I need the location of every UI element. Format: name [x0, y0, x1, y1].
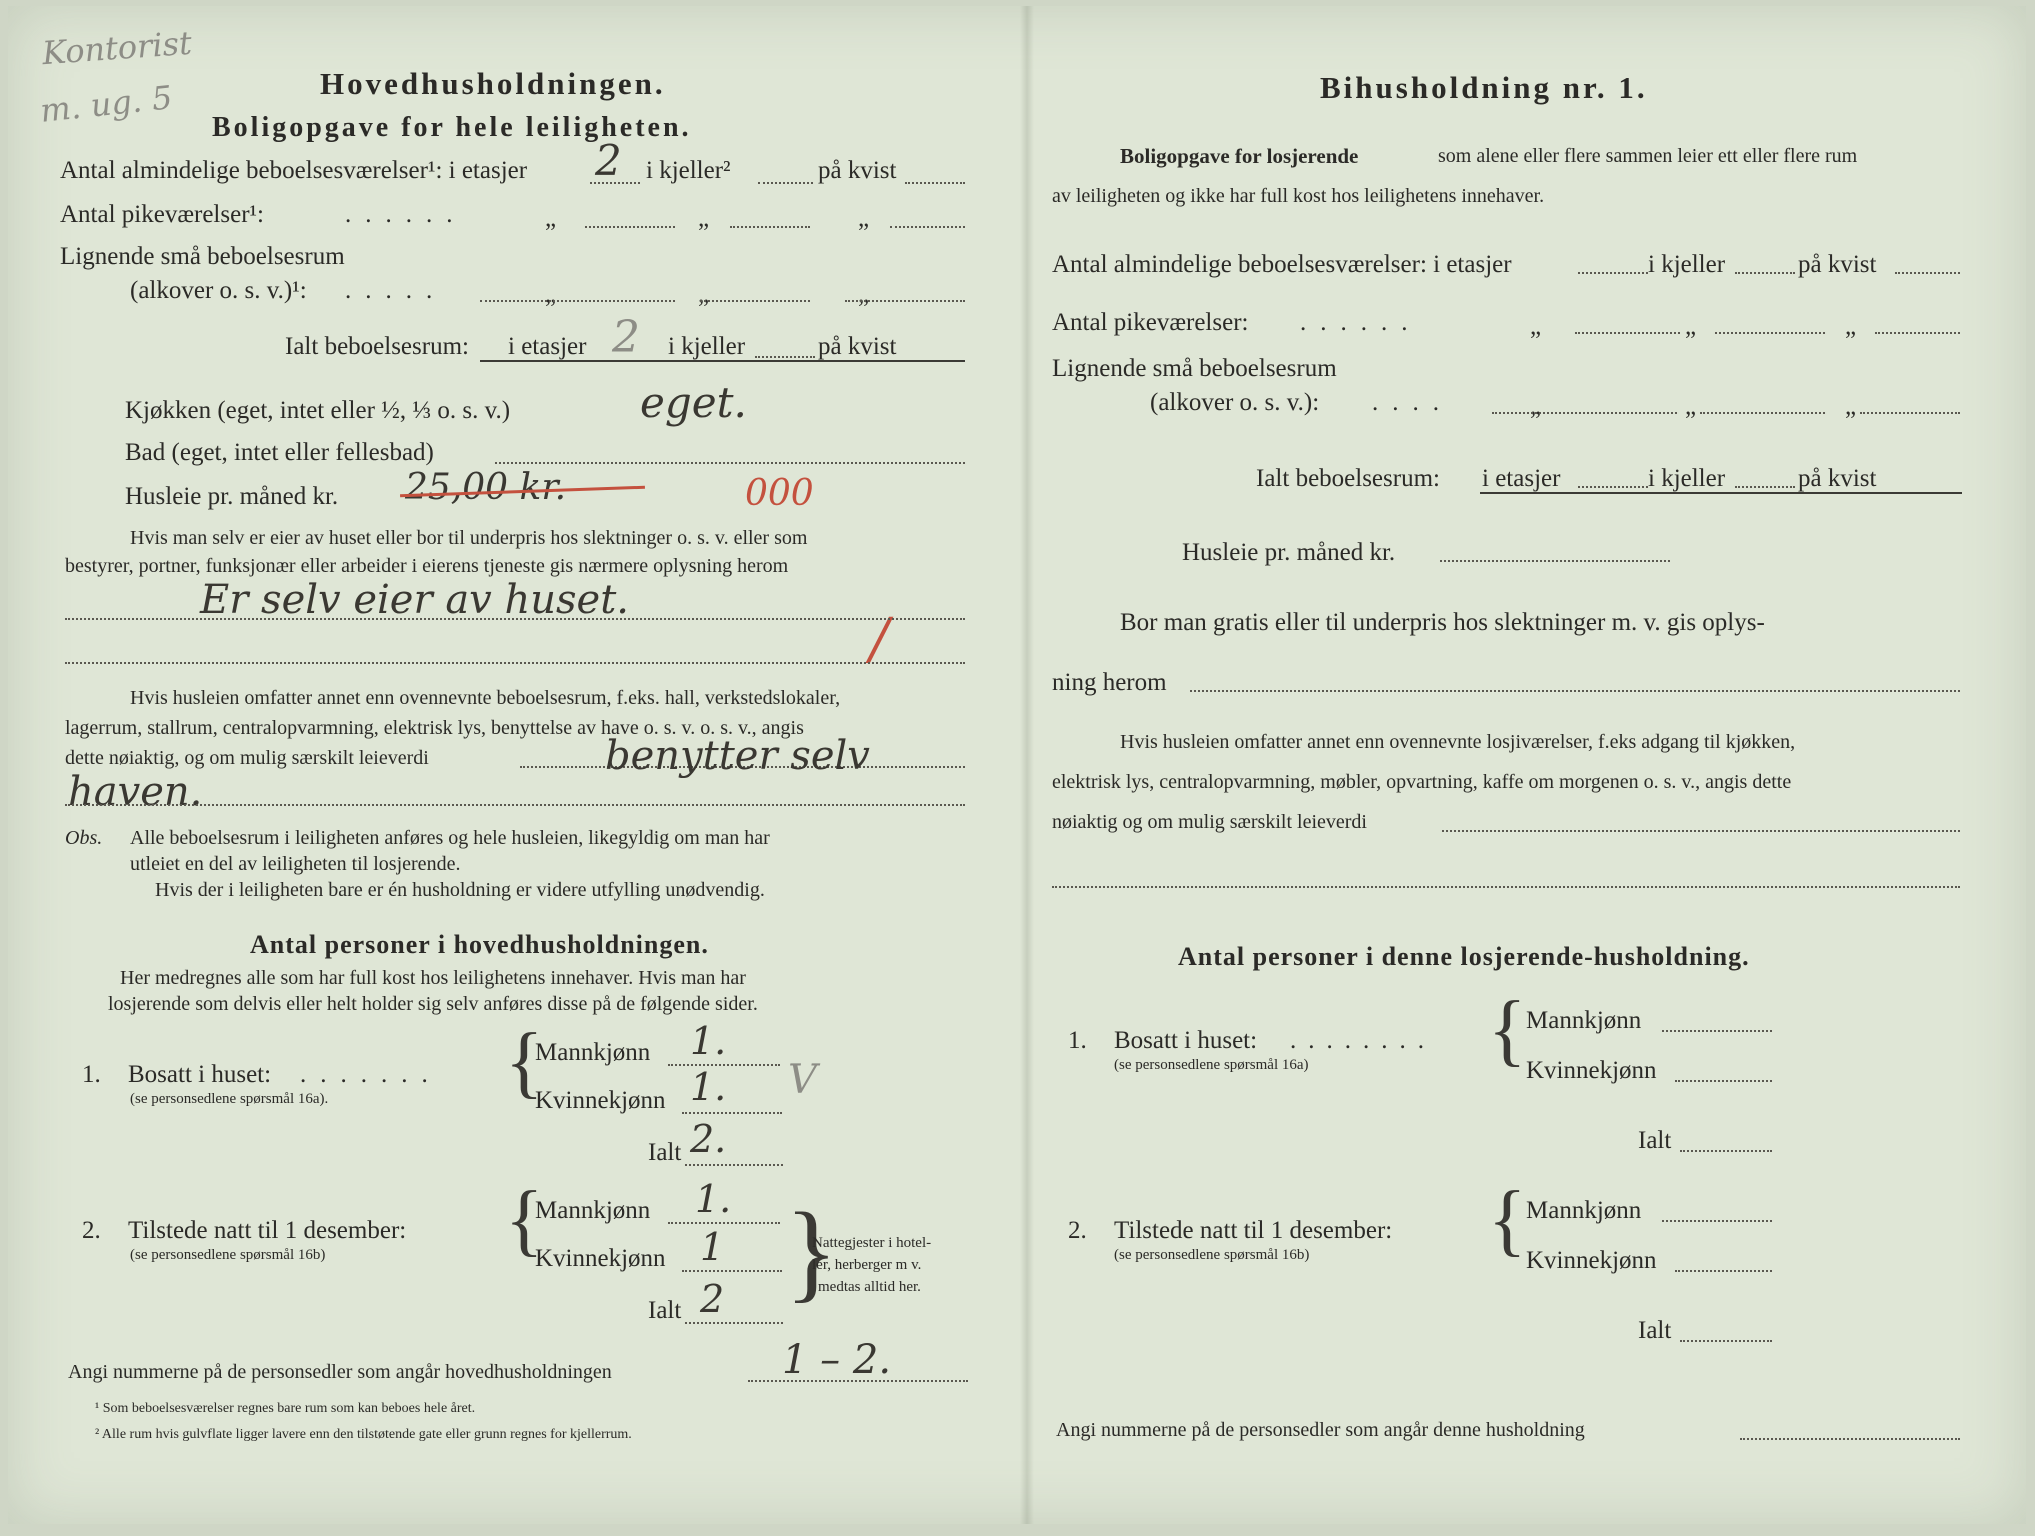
alcoves-label: (alkover o. s. v.)¹: [130, 277, 307, 304]
obs-label: Obs. [65, 827, 103, 849]
q2-number: 2. [82, 1217, 101, 1244]
right-q2-brace: { [1488, 1176, 1527, 1264]
right-free-text-1: Bor man gratis eller til underpris hos slektninger m. v. gis oplys- [1120, 609, 1765, 636]
right-q1-mann-label: Mannkjønn [1526, 1007, 1642, 1034]
pencil-note-2: m. ug. 5 [38, 78, 175, 130]
maid-kvist-line [890, 226, 965, 228]
q1-kvinne-label: Kvinnekjønn [535, 1087, 666, 1114]
alcoves-kjeller-line [700, 300, 810, 302]
small-rooms-label: Lignende små beboelsesrum [60, 243, 345, 270]
alcoves-kvist-line [845, 300, 965, 302]
right-total-label: Ialt beboelsesrum: [1256, 465, 1440, 492]
right-q2-mann-label: Mannkjønn [1526, 1197, 1642, 1224]
right-q1-brace: { [1488, 986, 1527, 1074]
extras-text-2: lagerrum, stallrum, centralopvarmning, elektrisk lys, benyttelse av have o. s. v. o. s. v., angis [65, 717, 804, 739]
q2-mann-value: 1. [695, 1177, 732, 1221]
total-kjeller-label: i kjeller [668, 333, 746, 360]
q2-mann-label: Mannkjønn [535, 1197, 651, 1224]
right-q2-ialt-line [1680, 1340, 1772, 1342]
right-q1-label: Bosatt i huset: [1114, 1027, 1258, 1054]
right-q2-ialt-label: Ialt [1638, 1317, 1672, 1344]
ditto-1: „ [545, 205, 557, 232]
q1-label: Bosatt i huset: [128, 1061, 272, 1088]
q2-mann-line [668, 1222, 780, 1224]
right-rooms-etasjer-line [1578, 272, 1648, 274]
extras-text-3: dette nøiaktig, og om mulig særskilt leieverdi [65, 747, 429, 769]
right-extras-text-1: Hvis husleien omfatter annet enn ovennevnte losjiværelser, f.eks adgang til kjøkken, [1120, 731, 1796, 753]
right-ditto-3: „ [1845, 313, 1857, 340]
q1-ialt-line [685, 1164, 783, 1166]
ditto-2: „ [698, 205, 710, 232]
q1-brace: { [505, 1018, 544, 1106]
persons-text-2: losjerende som delvis eller helt holder sig selv anføres disse på de følgende sider. [108, 993, 758, 1015]
night-guests-1: Nattegjester i hotel- [812, 1235, 932, 1251]
right-q1-number: 1. [1068, 1027, 1087, 1054]
right-q2-mann-line [1662, 1220, 1772, 1222]
q1-ialt-value: 2. [690, 1117, 727, 1161]
alcoves-etasjer-line [480, 300, 675, 302]
total-kvist-label: på kvist [818, 333, 897, 360]
rooms-kjeller-label: i kjeller² [646, 157, 731, 184]
rooms-kvist-line [905, 182, 965, 184]
right-q1-sub: (se personsedlene spørsmål 16a) [1114, 1057, 1309, 1073]
extras-value-1: benytter selv [605, 733, 870, 779]
right-q2-label: Tilstede natt til 1 desember: [1114, 1217, 1393, 1244]
owner-value: Er selv eier av huset. [200, 577, 629, 623]
page-subtitle: Boligopgave for hele leiligheten. [212, 112, 692, 143]
right-q1-ialt-line [1680, 1150, 1772, 1152]
pencil-check-mark: V [788, 1057, 817, 1103]
angi-line [748, 1380, 968, 1382]
obs-text-3: Hvis der i leiligheten bare er én husholdning er videre utfylling unødvendig. [155, 879, 765, 901]
right-extras-line-2 [1052, 886, 1960, 888]
right-total-etasjer-label: i etasjer [1482, 465, 1561, 492]
right-rooms-kvist-line [1895, 272, 1960, 274]
right-alcoves-kjeller-line [1700, 412, 1825, 414]
page-fold [1020, 6, 1034, 1524]
page-title: Hovedhusholdningen. [320, 66, 666, 101]
rent-value: 25,00 kr. [405, 467, 567, 508]
right-rooms-kjeller-line [1735, 272, 1795, 274]
right-q1-kvinne-line [1675, 1080, 1772, 1082]
rooms-kvist-label: på kvist [818, 157, 897, 184]
right-extras-text-2: elektrisk lys, centralopvarmning, møbler, opvartning, kaffe om morgenen o. s. v., angis dette [1052, 771, 1792, 793]
persons-title: Antal personer i hovedhusholdningen. [250, 930, 709, 959]
q2-ialt-label: Ialt [648, 1297, 682, 1324]
right-ditto-6: „ [1845, 393, 1857, 420]
alcoves-dots: ..... [345, 277, 447, 304]
night-guests-2: ler, herberger m v. [812, 1257, 922, 1273]
right-extras-text-3: nøiaktig og om mulig særskilt leieverdi [1052, 811, 1367, 833]
right-free-line [1190, 690, 1960, 692]
rooms-kjeller-line [758, 182, 813, 184]
maid-kjeller-line [730, 226, 810, 228]
right-total-etasjer-line [1578, 486, 1648, 488]
night-guests-3: medtas alltid her. [818, 1279, 921, 1295]
owner-line-1 [65, 618, 965, 620]
obs-text-1: Alle beboelsesrum i leiligheten anføres og hele husleien, likegyldig om man har [130, 827, 770, 849]
footnote-1: ¹ Som beboelsesværelser regnes bare rum som kan beboes hele året. [95, 1401, 476, 1416]
angi-label: Angi nummerne på de personsedler som angår hovedhusholdningen [68, 1361, 612, 1383]
right-free-text-2: ning herom [1052, 669, 1167, 696]
right-total-kjeller-line [1735, 486, 1795, 488]
q1-mann-label: Mannkjønn [535, 1039, 651, 1066]
bath-label: Bad (eget, intet eller fellesbad) [125, 439, 434, 466]
right-intro-bold: Boligopgave for losjerende [1120, 144, 1359, 168]
q1-kvinne-value: 1. [690, 1065, 727, 1109]
right-ditto-5: „ [1685, 393, 1697, 420]
right-title: Bihusholdning nr. 1. [1320, 70, 1648, 105]
total-underline [480, 360, 965, 362]
obs-text-2: utleiet en del av leiligheten til losjerende. [130, 853, 461, 875]
right-maid-etasjer-line [1575, 332, 1680, 334]
right-intro-rest: som alene eller flere sammen leier ett eller flere rum [1438, 145, 1858, 167]
q1-kvinne-line [682, 1112, 782, 1114]
right-q1-kvinne-label: Kvinnekjønn [1526, 1057, 1657, 1084]
rent-label: Husleie pr. måned kr. [125, 483, 339, 510]
right-q2-sub: (se personsedlene spørsmål 16b) [1114, 1247, 1310, 1263]
q1-mann-value: 1. [690, 1019, 727, 1063]
right-total-underline [1480, 492, 1962, 494]
ditto-3: „ [858, 205, 870, 232]
right-intro-2: av leiligheten og ikke har full kost hos leilighetens innehaver. [1052, 185, 1545, 207]
owner-text-1: Hvis man selv er eier av huset eller bor til underpris hos slektninger o. s. v. eller som [130, 527, 808, 549]
owner-red-mark: / [870, 607, 889, 672]
right-rooms-kjeller-label: i kjeller [1648, 251, 1726, 278]
right-alcoves-dots: .... [1372, 389, 1453, 416]
total-etasjer-label: i etasjer [508, 333, 587, 360]
q2-ialt-value: 2 [700, 1277, 725, 1321]
q2-ialt-line [685, 1322, 783, 1324]
right-extras-line-1 [1442, 830, 1960, 832]
right-alcoves-label: (alkover o. s. v.): [1150, 389, 1320, 416]
persons-text-1: Her medregnes alle som har full kost hos leilighetens innehaver. Hvis man har [120, 967, 746, 989]
right-rent-line [1440, 560, 1670, 562]
q1-sub: (se personsedlene spørsmål 16a). [130, 1091, 329, 1107]
right-maid-kvist-line [1875, 332, 1960, 334]
q1-ialt-label: Ialt [648, 1139, 682, 1166]
right-rooms-kvist-label: på kvist [1798, 251, 1877, 278]
owner-text-2: bestyrer, portner, funksjonær eller arbeider i eierens tjeneste gis nærmere oplysning herom [65, 555, 789, 577]
right-maid-label: Antal pikeværelser: [1052, 309, 1249, 336]
q2-brace-left: { [505, 1176, 544, 1264]
total-kjeller-line [755, 356, 815, 358]
rooms-label: Antal almindelige beboelsesværelser¹: i etasjer [60, 157, 528, 184]
angi-value: 1 – 2. [782, 1337, 892, 1383]
right-small-rooms-label: Lignende små beboelsesrum [1052, 355, 1337, 382]
pencil-note-occupation: Kontorist [40, 23, 194, 73]
right-q2-kvinne-line [1675, 1270, 1772, 1272]
owner-line-2 [65, 662, 965, 664]
right-ditto-4: „ [1530, 393, 1542, 420]
q2-kvinne-label: Kvinnekjønn [535, 1245, 666, 1272]
ditto-5: „ [698, 281, 710, 308]
right-total-kjeller-label: i kjeller [1648, 465, 1726, 492]
extras-value-2: haven. [68, 769, 203, 815]
right-ditto-2: „ [1685, 313, 1697, 340]
q1-dots: ....... [300, 1061, 442, 1088]
total-rooms-label: Ialt beboelsesrum: [285, 333, 469, 360]
right-rooms-label: Antal almindelige beboelsesværelser: i etasjer [1052, 251, 1512, 278]
right-q1-mann-line [1662, 1030, 1772, 1032]
rooms-etasjer-value: 2 [595, 136, 622, 185]
q2-label: Tilstede natt til 1 desember: [128, 1217, 407, 1244]
bath-line [495, 462, 965, 464]
right-ditto-1: „ [1530, 313, 1542, 340]
total-etasjer-value: 2 [612, 312, 640, 363]
ditto-4: „ [545, 281, 557, 308]
right-q2-kvinne-label: Kvinnekjønn [1526, 1247, 1657, 1274]
right-q1-ialt-label: Ialt [1638, 1127, 1672, 1154]
maid-etasjer-line [585, 226, 675, 228]
right-total-kvist-label: på kvist [1798, 465, 1877, 492]
q1-number: 1. [82, 1061, 101, 1088]
right-rent-label: Husleie pr. måned kr. [1182, 539, 1396, 566]
q2-kvinne-value: 1 [700, 1225, 725, 1269]
q2-kvinne-line [682, 1270, 782, 1272]
rent-red-note: 000 [745, 473, 814, 514]
right-persons-title: Antal personer i denne losjerende-husholdning. [1178, 942, 1750, 971]
q2-brace-right: } [785, 1190, 838, 1312]
right-alcoves-kvist-line [1860, 412, 1960, 414]
right-maid-dots: ...... [1300, 309, 1422, 336]
right-angi-label: Angi nummerne på de personsedler som angår denne husholdning [1056, 1419, 1585, 1441]
q2-sub: (se personsedlene spørsmål 16b) [130, 1247, 326, 1263]
extras-line-2 [65, 804, 965, 806]
rooms-etasjer-line [590, 182, 640, 184]
right-q2-number: 2. [1068, 1217, 1087, 1244]
right-angi-line [1740, 1438, 1960, 1440]
right-q1-dots: ........ [1290, 1027, 1436, 1054]
right-alcoves-etasjer-line [1492, 412, 1677, 414]
right-maid-kjeller-line [1715, 332, 1825, 334]
extras-text-1: Hvis husleien omfatter annet enn ovennevnte beboelsesrum, f.eks. hall, verkstedslokaler, [130, 687, 841, 709]
kitchen-label: Kjøkken (eget, intet eller ½, ⅓ o. s. v.) [125, 397, 511, 424]
maid-rooms-dots: ...... [345, 201, 467, 228]
kitchen-value: eget. [640, 378, 747, 427]
maid-rooms-label: Antal pikeværelser¹: [60, 201, 264, 228]
footnote-2: ² Alle rum hvis gulvflate ligger lavere enn den tilstøtende gate eller grunn regnes for kjellerrum. [95, 1427, 632, 1442]
ditto-6: „ [858, 281, 870, 308]
